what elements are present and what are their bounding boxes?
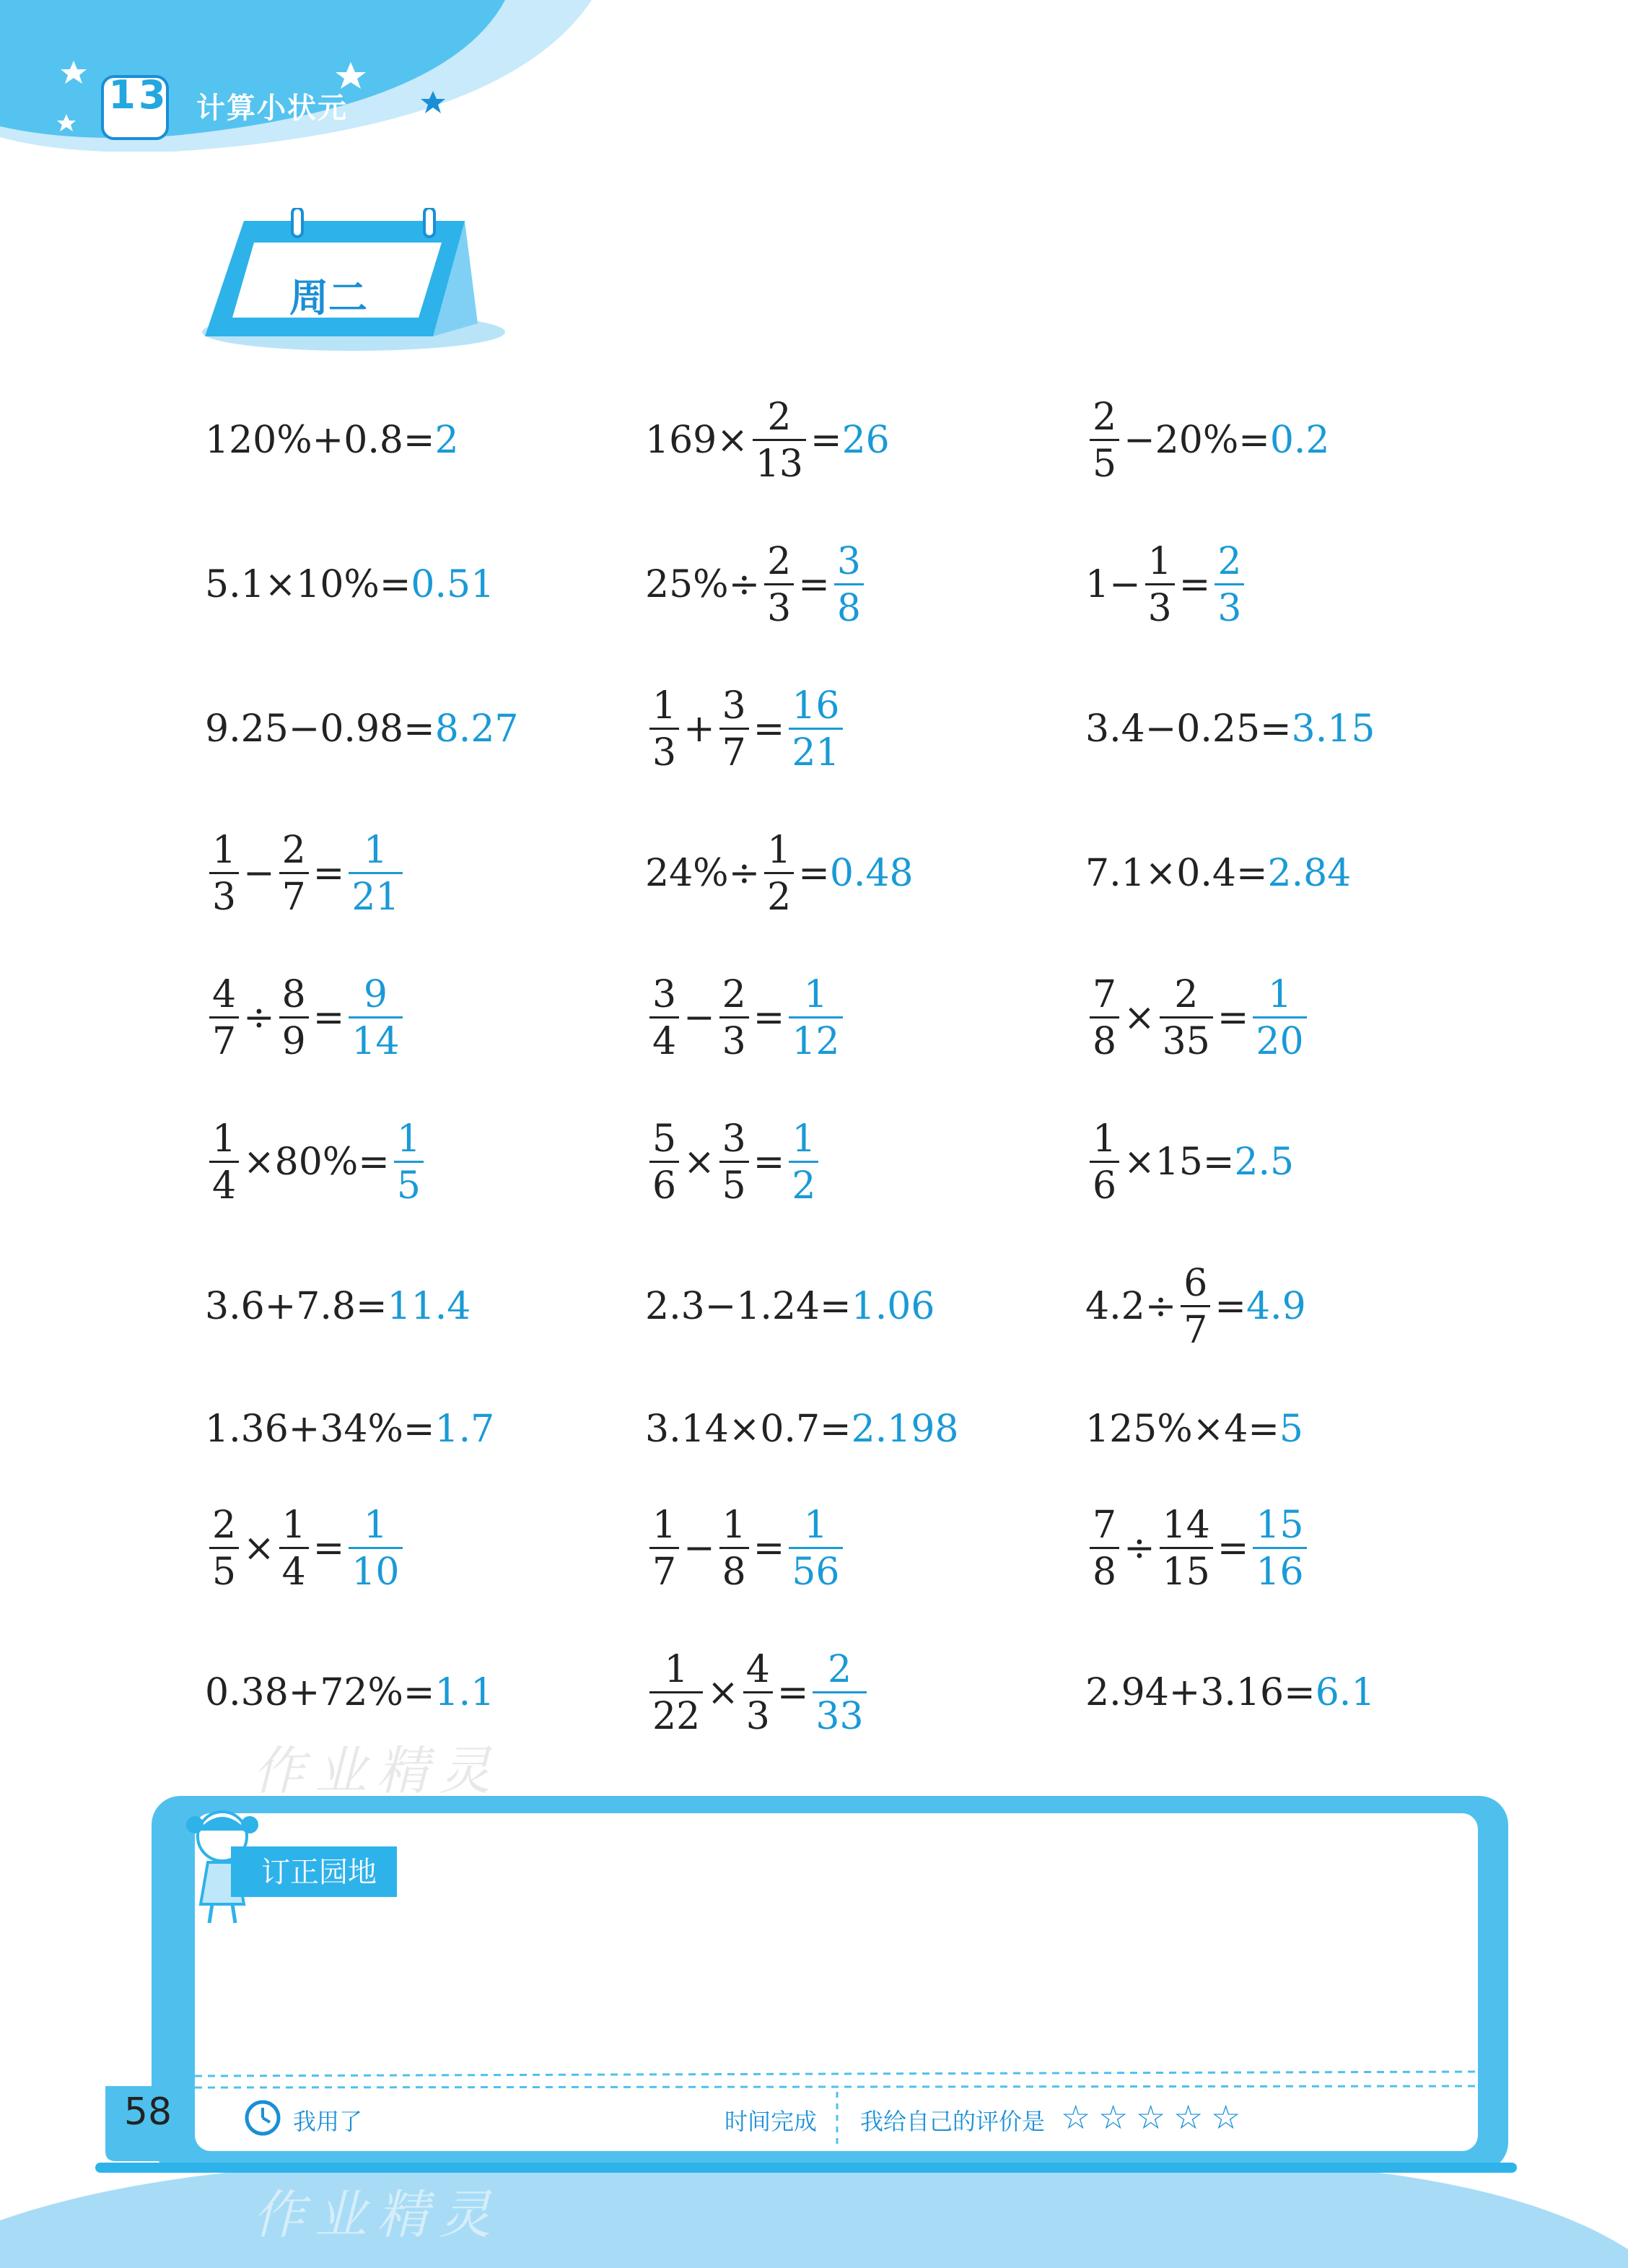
expression-text: = <box>312 1527 345 1570</box>
numerator: 2 <box>767 395 792 439</box>
problem-29 <box>645 1646 871 1740</box>
expression-text: 3.4−0.25= <box>1085 707 1292 751</box>
fraction <box>209 972 239 1063</box>
correction-title: 订正园地 <box>261 1856 377 1889</box>
numerator: 2 <box>1093 395 1117 439</box>
numerator: 1 <box>722 1503 746 1547</box>
fraction <box>649 1117 679 1208</box>
fraction <box>209 828 239 919</box>
numerator: 1 <box>792 1117 816 1161</box>
answer: 2.198 <box>851 1408 959 1451</box>
answer-fraction <box>813 1647 866 1738</box>
fraction <box>649 684 679 775</box>
rating-star-4[interactable]: ☆ <box>1173 2098 1204 2137</box>
problem-10 <box>205 826 407 920</box>
expression-text: = <box>798 852 830 895</box>
denominator: 16 <box>1253 1547 1306 1591</box>
fraction <box>753 395 806 486</box>
numerator: 2 <box>767 539 792 583</box>
fraction <box>1090 395 1119 486</box>
numerator: 2 <box>722 972 746 1016</box>
denominator: 3 <box>719 1016 749 1060</box>
numerator: 2 <box>212 1503 237 1547</box>
expression-text: = <box>798 563 830 606</box>
numerator: 6 <box>1183 1261 1208 1305</box>
numerator: 14 <box>1162 1503 1210 1547</box>
answer-fraction <box>1215 539 1244 630</box>
numerator: 1 <box>652 1503 677 1547</box>
answer: 1.7 <box>434 1408 495 1451</box>
problem-21 <box>1085 1260 1306 1353</box>
fraction <box>649 1503 679 1594</box>
fraction <box>719 1117 749 1208</box>
expression-text: ÷ <box>1124 1527 1155 1570</box>
logo-digits: 13 <box>108 72 169 118</box>
numerator: 8 <box>281 972 306 1016</box>
denominator: 5 <box>1090 439 1119 483</box>
rating-star-1[interactable]: ☆ <box>1061 2098 1091 2137</box>
fraction <box>743 1647 773 1738</box>
numerator: 1 <box>1093 1117 1117 1161</box>
fraction <box>719 684 749 775</box>
numerator: 3 <box>722 1117 746 1161</box>
day-label: 周二 <box>289 275 367 320</box>
answer: 1.06 <box>851 1285 935 1328</box>
fraction <box>1145 539 1175 630</box>
denominator: 4 <box>649 1016 679 1060</box>
fraction <box>719 1503 749 1594</box>
expression-text: 9.25−0.98= <box>205 707 435 751</box>
answer-fraction <box>394 1117 424 1208</box>
expression-text: + <box>683 707 715 751</box>
expression-text: 1.36+34%= <box>205 1408 435 1451</box>
numerator: 1 <box>363 1503 388 1547</box>
denominator: 8 <box>1090 1547 1119 1591</box>
denominator: 2 <box>764 872 794 916</box>
expression-text: − <box>683 996 715 1039</box>
numerator: 1 <box>396 1117 421 1161</box>
numerator: 7 <box>1093 1503 1117 1547</box>
denominator: 22 <box>649 1691 703 1735</box>
expression-text: 4.2÷ <box>1085 1285 1177 1328</box>
numerator: 2 <box>827 1647 852 1691</box>
answer-fraction <box>349 972 402 1063</box>
numerator: 15 <box>1256 1503 1304 1547</box>
page-number: 58 <box>123 2090 172 2134</box>
problem-30 <box>1085 1646 1375 1740</box>
answer-fraction <box>789 1503 842 1594</box>
problem-23 <box>645 1382 959 1476</box>
denominator: 7 <box>279 872 309 916</box>
problem-12 <box>1085 826 1351 920</box>
expression-text: 24%÷ <box>645 852 761 895</box>
answer-fraction <box>789 972 842 1063</box>
answer-fraction <box>1253 1503 1306 1594</box>
problem-19 <box>205 1260 471 1353</box>
denominator: 3 <box>209 872 239 916</box>
denominator: 7 <box>649 1547 679 1591</box>
numerator: 1 <box>767 828 792 872</box>
fraction <box>209 1503 239 1594</box>
answer: 5 <box>1279 1408 1303 1451</box>
fraction <box>1181 1261 1210 1352</box>
expression-text: × <box>683 1140 715 1184</box>
problem-1 <box>205 393 459 487</box>
numerator: 4 <box>745 1647 770 1691</box>
expression-text: 169× <box>645 419 748 462</box>
expression-text: = <box>753 1140 785 1184</box>
fraction <box>649 972 679 1063</box>
denominator: 21 <box>349 872 402 916</box>
denominator: 7 <box>1181 1305 1210 1349</box>
fraction <box>279 1503 309 1594</box>
denominator: 3 <box>649 728 679 772</box>
numerator: 1 <box>363 828 388 872</box>
problem-3 <box>1085 393 1330 487</box>
expression-text: ×80%= <box>243 1140 390 1184</box>
numerator: 5 <box>652 1117 677 1161</box>
answer-fraction <box>1253 972 1306 1063</box>
expression-text: = <box>753 996 785 1039</box>
denominator: 3 <box>764 583 794 627</box>
denominator: 13 <box>753 439 806 483</box>
problem-13 <box>205 971 407 1065</box>
expression-text: −20%= <box>1124 419 1270 462</box>
denominator: 56 <box>789 1547 842 1591</box>
denominator: 2 <box>789 1161 818 1205</box>
denominator: 14 <box>349 1016 402 1060</box>
fraction <box>719 972 749 1063</box>
problem-8 <box>645 682 847 776</box>
denominator: 12 <box>789 1016 842 1060</box>
numerator: 9 <box>363 972 388 1016</box>
problem-7 <box>205 682 518 776</box>
expression-text: × <box>1124 996 1155 1039</box>
answer: 2 <box>434 419 459 462</box>
numerator: 3 <box>652 972 677 1016</box>
fraction <box>279 972 309 1063</box>
fraction <box>1090 1503 1119 1594</box>
numerator: 1 <box>803 972 828 1016</box>
problem-11 <box>645 826 914 920</box>
time-complete-label: 时间完成 <box>725 2108 818 2135</box>
numerator: 7 <box>1093 972 1117 1016</box>
problem-15 <box>1085 971 1311 1065</box>
denominator: 15 <box>1160 1547 1213 1591</box>
answer: 1.1 <box>434 1671 495 1714</box>
denominator: 5 <box>719 1161 749 1205</box>
denominator: 6 <box>649 1161 679 1205</box>
clock-icon <box>242 2096 283 2137</box>
denominator: 4 <box>279 1547 309 1591</box>
self-evaluation-label: 我给自己的评价是 <box>860 2108 1046 2135</box>
fraction <box>1090 972 1119 1063</box>
fraction <box>1090 1117 1119 1208</box>
problem-5 <box>645 538 868 632</box>
watermark: 作业精灵 <box>253 2184 502 2245</box>
expression-text: 0.38+72%= <box>205 1671 435 1714</box>
answer: 6.1 <box>1315 1671 1375 1714</box>
answer: 3.15 <box>1291 707 1375 751</box>
denominator: 4 <box>209 1161 239 1205</box>
answer-fraction <box>789 684 842 775</box>
answer-fraction <box>349 828 402 919</box>
problem-25 <box>205 1501 407 1595</box>
answer-fraction <box>349 1503 402 1594</box>
denominator: 3 <box>1145 583 1175 627</box>
fraction <box>764 828 794 919</box>
denominator: 5 <box>209 1547 239 1591</box>
numerator: 1 <box>212 1117 237 1161</box>
expression-text: 3.14×0.7= <box>645 1408 852 1451</box>
expression-text: 120%+0.8= <box>205 419 435 462</box>
expression-text: ×15= <box>1124 1140 1235 1184</box>
app-title: 计算小状元 <box>196 92 348 125</box>
expression-text: − <box>683 1527 715 1570</box>
expression-text: 2.94+3.16= <box>1085 1671 1316 1714</box>
expression-text: = <box>1217 1527 1249 1570</box>
answer-fraction <box>834 539 864 630</box>
denominator: 9 <box>279 1016 309 1060</box>
numerator: 1 <box>281 1503 306 1547</box>
expression-text: ÷ <box>243 996 275 1039</box>
expression-text: = <box>810 419 842 462</box>
rating-star-3[interactable]: ☆ <box>1136 2098 1166 2137</box>
answer-fraction <box>789 1117 818 1208</box>
problem-6 <box>1085 538 1248 632</box>
answer: 0.48 <box>829 852 914 895</box>
expression-text: = <box>753 707 785 751</box>
expression-text: 3.6+7.8= <box>205 1285 388 1328</box>
problem-16 <box>205 1115 428 1209</box>
answer: 8.27 <box>434 707 519 751</box>
fraction <box>764 539 794 630</box>
denominator: 20 <box>1253 1016 1306 1060</box>
problem-28 <box>205 1646 494 1740</box>
problem-9 <box>1085 682 1375 776</box>
numerator: 2 <box>1174 972 1199 1016</box>
expression-text: 2.3−1.24= <box>645 1285 852 1328</box>
expression-text: − <box>243 852 275 895</box>
answer: 26 <box>841 419 890 462</box>
numerator: 3 <box>836 539 861 583</box>
numerator: 2 <box>281 828 306 872</box>
numerator: 2 <box>1217 539 1242 583</box>
expression-text: = <box>753 1527 785 1570</box>
fraction <box>279 828 309 919</box>
denominator: 3 <box>1215 583 1244 627</box>
expression-text: = <box>776 1671 809 1714</box>
problem-20 <box>645 1260 935 1353</box>
denominator: 8 <box>719 1547 749 1591</box>
problem-18 <box>1085 1115 1294 1209</box>
rating-star-2[interactable]: ☆ <box>1098 2098 1129 2137</box>
expression-text: = <box>1217 996 1249 1039</box>
fraction <box>1160 1503 1213 1594</box>
problem-27 <box>1085 1501 1311 1595</box>
bottom-band <box>0 2163 1628 2268</box>
numerator: 1 <box>1147 539 1172 583</box>
denominator: 5 <box>394 1161 424 1205</box>
denominator: 10 <box>349 1547 402 1591</box>
numerator: 1 <box>803 1503 828 1547</box>
expression-text: 25%÷ <box>645 563 761 606</box>
denominator: 33 <box>813 1691 866 1735</box>
denominator: 6 <box>1090 1161 1119 1205</box>
denominator: 8 <box>834 583 864 627</box>
time-used-label: 我用了 <box>293 2108 363 2135</box>
problem-26 <box>645 1501 847 1595</box>
denominator: 35 <box>1160 1016 1213 1060</box>
denominator: 21 <box>789 728 842 772</box>
denominator: 7 <box>719 728 749 772</box>
problem-4 <box>205 538 494 632</box>
expression-text: = <box>1178 563 1211 606</box>
numerator: 1 <box>652 684 677 728</box>
numerator: 16 <box>792 684 840 728</box>
problem-24 <box>1085 1382 1303 1476</box>
rating-star-5[interactable]: ☆ <box>1211 2098 1241 2137</box>
denominator: 7 <box>209 1016 239 1060</box>
numerator: 1 <box>664 1647 688 1691</box>
numerator: 1 <box>1267 972 1292 1016</box>
problem-22 <box>205 1382 494 1476</box>
numerator: 3 <box>722 684 746 728</box>
expression-text: 1− <box>1085 563 1141 606</box>
fraction <box>1160 972 1213 1063</box>
expression-text: = <box>312 852 345 895</box>
expression-text: 5.1×10%= <box>205 563 411 606</box>
answer: 2.84 <box>1267 852 1352 895</box>
answer: 0.51 <box>411 563 495 606</box>
numerator: 4 <box>212 972 237 1016</box>
fraction <box>649 1647 703 1738</box>
answer: 11.4 <box>387 1285 471 1328</box>
expression-text: × <box>707 1671 739 1714</box>
problem-14 <box>645 971 847 1065</box>
denominator: 3 <box>743 1691 773 1735</box>
answer: 4.9 <box>1246 1285 1306 1328</box>
problem-17 <box>645 1115 823 1209</box>
expression-text: 125%×4= <box>1085 1408 1279 1451</box>
problem-2 <box>645 393 890 487</box>
fraction <box>209 1117 239 1208</box>
expression-text: = <box>312 996 345 1039</box>
denominator: 8 <box>1090 1016 1119 1060</box>
expression-text: × <box>243 1527 275 1570</box>
watermark: 作业精灵 <box>253 1740 502 1801</box>
answer: 2.5 <box>1234 1140 1295 1184</box>
expression-text: 7.1×0.4= <box>1085 852 1268 895</box>
header-band <box>0 0 649 152</box>
expression-text: = <box>1215 1285 1246 1328</box>
answer: 0.2 <box>1269 419 1330 462</box>
numerator: 1 <box>212 828 237 872</box>
